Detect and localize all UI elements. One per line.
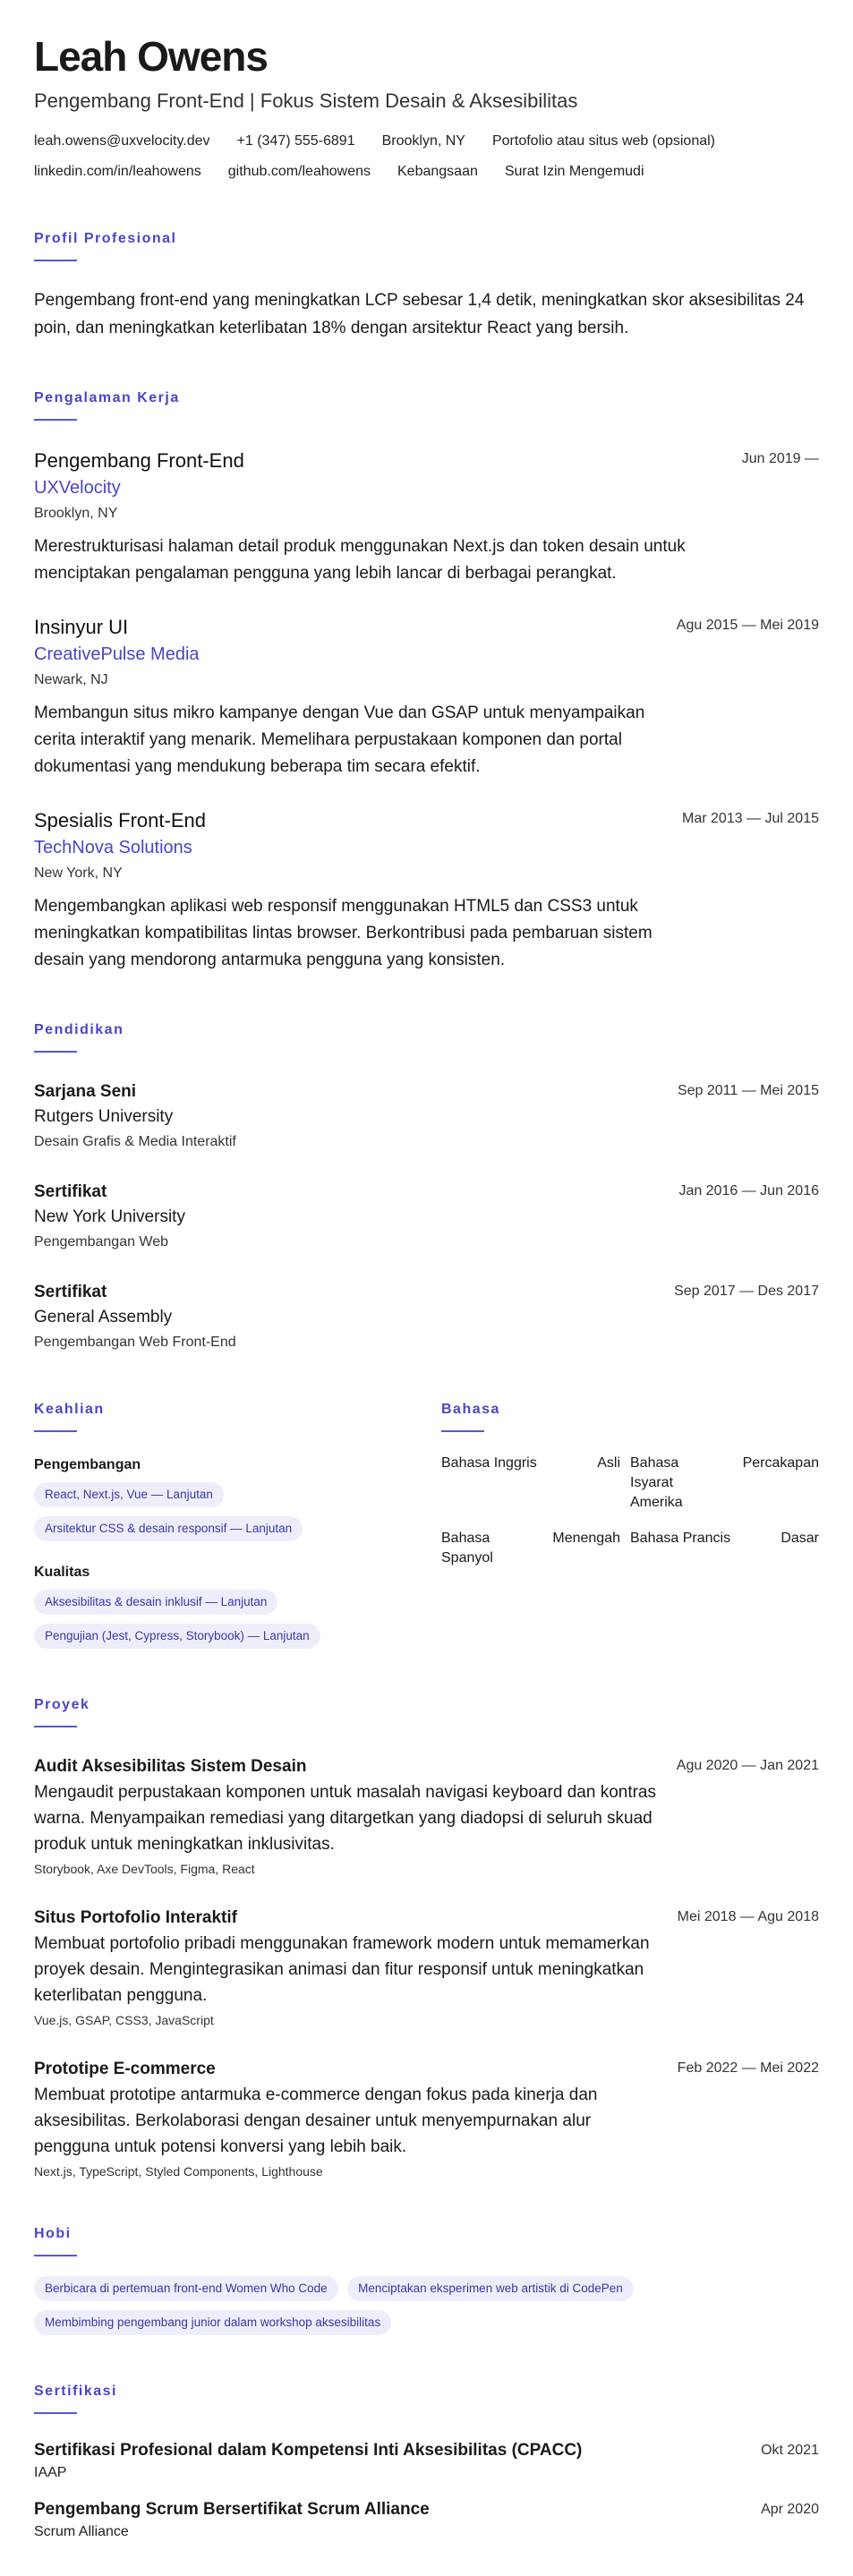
section-divider <box>34 1726 77 1727</box>
education-date: Jan 2016 — Jun 2016 <box>678 1183 819 1198</box>
project-description: Membuat prototipe antarmuka e-commerce dengan fokus pada kinerja dan aksesibilitas. Berkolaborasi dengan desainer untuk menyempurnakan alur pengguna untuk potensi konversi yang lebih baik. <box>34 2086 598 2156</box>
summary-section <box>34 231 819 342</box>
education-degree: Sertifikat <box>34 1283 107 1301</box>
job-date: Mar 2013 — Jul 2015 <box>682 811 819 826</box>
section-divider <box>34 419 77 421</box>
education-school: Rutgers University <box>34 1107 174 1126</box>
contact-row <box>34 131 819 152</box>
contact-email[interactable]: leah.owens@uxvelocity.dev <box>34 133 210 149</box>
contact-info <box>34 131 819 183</box>
skill-chip: Arsitektur CSS & desain responsif — Lanjutan <box>34 1516 303 1541</box>
language-item <box>441 1529 620 1568</box>
skill-chip: React, Next.js, Vue — Lanjutan <box>34 1482 224 1507</box>
education-entry <box>34 1180 819 1253</box>
hobbies-section <box>34 2226 819 2344</box>
section-title: Hobi <box>34 2226 72 2241</box>
language-item <box>630 1529 819 1568</box>
education-entry <box>34 1079 819 1153</box>
certification-date: Okt 2021 <box>761 2443 819 2458</box>
skills-section <box>34 1353 441 1658</box>
job-company: TechNova Solutions <box>34 838 192 857</box>
job-entry <box>34 448 819 587</box>
language-level: Asli <box>597 1455 620 1471</box>
education-field: Pengembangan Web <box>34 1234 169 1250</box>
project-description: Membuat portofolio pribadi menggunakan framework modern untuk memamerkan proyek desain. Mengintegrasikan animasi dan fitur responsif untuk meningkatkan keterlibatan pengguna. <box>34 1934 650 2005</box>
job-date: Jun 2019 — <box>741 451 819 466</box>
section-divider <box>441 1430 484 1432</box>
language-name: Bahasa Spanyol <box>441 1531 493 1565</box>
job-location: Brooklyn, NY <box>34 506 118 521</box>
language-level: Menengah <box>552 1531 620 1546</box>
section-divider <box>34 1051 77 1053</box>
skill-group-name: Kualitas <box>34 1565 90 1580</box>
job-company: UXVelocity <box>34 478 121 498</box>
skills-languages-row <box>34 1353 819 1658</box>
certifications-section <box>34 2384 819 2543</box>
experience-section <box>34 390 819 974</box>
certification-entry <box>34 2498 819 2543</box>
section-divider <box>34 260 77 261</box>
hobby-chip: Berbicara di pertemuan front-end Women Who Code <box>34 2276 338 2301</box>
projects-section <box>34 1697 819 2181</box>
skill-chips <box>34 1482 441 1550</box>
contact-phone[interactable]: +1 (347) 555-6891 <box>236 133 355 149</box>
education-entry <box>34 1280 819 1353</box>
hobby-chip: Menciptakan eksperimen web artistik di CodePen <box>347 2276 634 2301</box>
contact-location: Brooklyn, NY <box>381 133 465 149</box>
section-title: Pendidikan <box>34 1022 124 1037</box>
job-title: Spesialis Front-End <box>34 809 206 832</box>
project-tech: Vue.js, GSAP, CSS3, JavaScript <box>34 2013 214 2027</box>
certification-entry <box>34 2439 819 2484</box>
job-title: Insinyur UI <box>34 616 129 638</box>
section-title: Proyek <box>34 1697 90 1712</box>
certification-issuer: Scrum Alliance <box>34 2524 129 2539</box>
job-description: Mengembangkan aplikasi web responsif menggunakan HTML5 dan CSS3 untuk meningkatkan kompatibilitas lintas browser. Berkontribusi pada pembaruan sistem desain yang mendorong antarmuka pengguna yang konsisten. <box>34 897 653 969</box>
section-divider <box>34 2412 77 2414</box>
job-date: Agu 2015 — Mei 2019 <box>676 618 819 633</box>
project-entry <box>34 2057 819 2181</box>
contact-row <box>34 161 819 183</box>
project-title: Situs Portofolio Interaktif <box>34 1908 237 1927</box>
language-level: Dasar <box>780 1531 819 1546</box>
project-tech: Next.js, TypeScript, Styled Components, Lighthouse <box>34 2164 323 2179</box>
language-name: Bahasa Inggris <box>441 1455 537 1471</box>
summary-text: Pengembang front-end yang meningkatkan LCP sebesar 1,4 detik, meningkatkan skor aksesibilitas 24 poin, dan meningkatkan keterlibatan 18% dengan arsitektur React yang bersih. <box>34 291 805 337</box>
certification-name: Pengembang Scrum Bersertifikat Scrum Alliance <box>34 2500 430 2519</box>
education-section <box>34 1022 819 1353</box>
education-degree: Sarjana Seni <box>34 1082 137 1101</box>
job-entry <box>34 807 819 974</box>
section-title: Sertifikasi <box>34 2384 117 2399</box>
language-item <box>630 1454 819 1513</box>
project-title: Prototipe E-commerce <box>34 2060 216 2078</box>
resume-header <box>34 32 819 183</box>
job-entry <box>34 614 819 780</box>
section-divider <box>34 1430 77 1432</box>
hobby-chips <box>34 2276 819 2344</box>
education-school: New York University <box>34 1207 185 1226</box>
skill-group-name: Pengembangan <box>34 1457 141 1472</box>
certification-name: Sertifikasi Profesional dalam Kompetensi Inti Aksesibilitas (CPACC) <box>34 2441 583 2460</box>
job-description: Merestrukturisasi halaman detail produk menggunakan Next.js dan token desain untuk menciptakan pengalaman pengguna yang lebih lancar di berbagai perangkat. <box>34 537 686 583</box>
contact-nationality: Kebangsaan <box>397 164 478 179</box>
candidate-name: Leah Owens <box>34 33 268 80</box>
candidate-headline: Pengembang Front-End | Fokus Sistem Desain & Aksesibilitas <box>34 90 578 112</box>
section-title: Bahasa <box>441 1402 500 1417</box>
skill-chip: Pengujian (Jest, Cypress, Storybook) — Lanjutan <box>34 1624 320 1649</box>
project-description: Mengaudit perpustakaan komponen untuk masalah navigasi keyboard dan kontras warna. Menyampaikan remediasi yang ditargetkan yang diadopsi di seluruh skuad produk untuk meningkatkan inklusivitas. <box>34 1783 657 1854</box>
education-field: Pengembangan Web Front-End <box>34 1335 236 1350</box>
language-name: Bahasa Prancis <box>630 1531 731 1546</box>
contact-linkedin[interactable]: linkedin.com/in/leahowens <box>34 164 201 179</box>
skill-chip: Aksesibilitas & desain inklusif — Lanjutan <box>34 1590 277 1615</box>
section-title: Profil Profesional <box>34 231 177 246</box>
project-date: Agu 2020 — Jan 2021 <box>676 1758 819 1773</box>
contact-portfolio[interactable]: Portofolio atau situs web (opsional) <box>491 133 716 149</box>
education-school: General Assembly <box>34 1308 173 1326</box>
project-entry <box>34 1906 819 2030</box>
certification-date: Apr 2020 <box>761 2502 819 2517</box>
education-date: Sep 2011 — Mei 2015 <box>677 1083 819 1098</box>
contact-driving-license: Surat Izin Mengemudi <box>504 164 644 179</box>
project-date: Feb 2022 — Mei 2022 <box>677 2060 819 2076</box>
job-description: Membangun situs mikro kampanye dengan Vue dan GSAP untuk menyampaikan cerita interaktif yang menarik. Memelihara perpustakaan komponen dan portal dokumentasi yang mendukung beberapa tim secara efektif. <box>34 704 645 776</box>
languages-list <box>441 1454 819 1568</box>
skill-chips <box>34 1590 441 1658</box>
project-entry <box>34 1754 819 1879</box>
certification-issuer: IAAP <box>34 2465 67 2480</box>
language-level: Percakapan <box>742 1455 819 1471</box>
project-title: Audit Aksesibilitas Sistem Desain <box>34 1757 307 1776</box>
languages-section <box>441 1353 819 1658</box>
job-location: New York, NY <box>34 866 123 881</box>
project-tech: Storybook, Axe DevTools, Figma, React <box>34 1862 255 1876</box>
section-title: Pengalaman Kerja <box>34 390 180 405</box>
section-title: Keahlian <box>34 1402 105 1417</box>
language-item <box>441 1454 620 1513</box>
education-degree: Sertifikat <box>34 1182 107 1201</box>
job-title: Pengembang Front-End <box>34 449 244 472</box>
education-date: Sep 2017 — Des 2017 <box>674 1284 819 1299</box>
language-name: Bahasa Isyarat Amerika <box>630 1455 683 1510</box>
project-date: Mei 2018 — Agu 2018 <box>677 1909 819 1924</box>
hobby-chip: Membimbing pengembang junior dalam workshop aksesibilitas <box>34 2310 391 2335</box>
job-location: Newark, NJ <box>34 672 108 687</box>
education-field: Desain Grafis & Media Interaktif <box>34 1134 236 1149</box>
section-divider <box>34 2255 77 2256</box>
job-company: CreativePulse Media <box>34 644 200 664</box>
contact-github[interactable]: github.com/leahowens <box>227 164 371 179</box>
